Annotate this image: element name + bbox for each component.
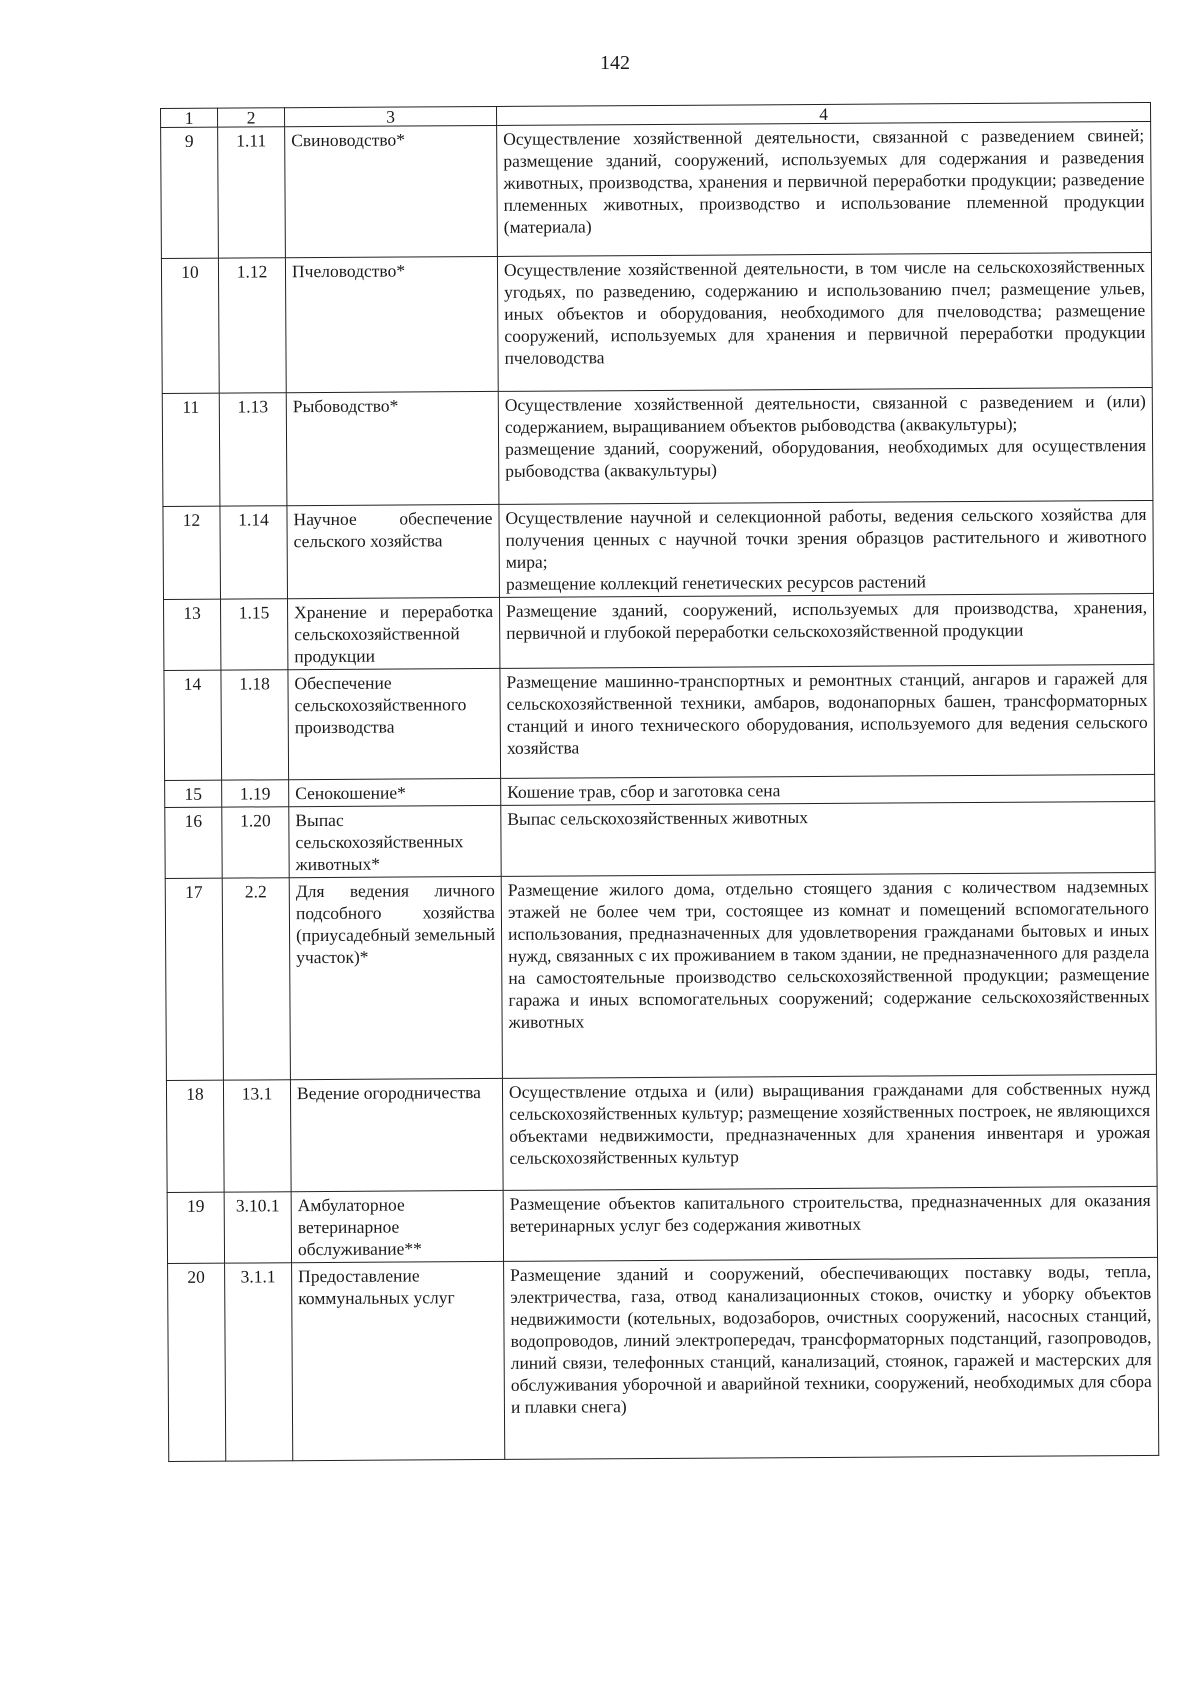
table-row [165, 801, 1155, 878]
use-description: Выпас сельскохозяйственных животных [501, 801, 1155, 876]
use-name: Рыбоводство* [286, 391, 499, 505]
use-description: Кошение трав, сбор и заготовка сена [501, 774, 1155, 805]
use-description: Размещение объектов капитального строительства, предназначенных для оказания ветеринарных услуг без содержания животных [503, 1186, 1157, 1261]
table-row [164, 664, 1155, 780]
use-name: Сенокошение* [289, 778, 501, 806]
row-number: 17 [165, 878, 223, 1080]
use-code: 1.13 [219, 393, 287, 506]
row-number: 19 [167, 1192, 224, 1263]
use-code: 1.18 [221, 670, 289, 780]
use-name: Амбулаторное ветеринарное обслуживание** [291, 1190, 503, 1262]
use-name: Предоставление коммунальных услуг [292, 1261, 505, 1460]
column-header: 1 [161, 108, 218, 127]
use-code: 1.11 [218, 127, 286, 258]
use-code: 13.1 [223, 1080, 291, 1192]
table-row [167, 1186, 1157, 1263]
use-name: Свиноводство* [285, 125, 498, 257]
use-code: 1.12 [218, 258, 286, 393]
use-name: Научное обеспечение сельского хозяйства [287, 504, 500, 598]
table-row [161, 252, 1152, 393]
use-code: 1.20 [222, 807, 289, 878]
use-name: Выпас сельскохозяйственных животных* [289, 805, 501, 877]
column-header: 3 [285, 106, 497, 126]
row-number: 20 [168, 1263, 226, 1461]
table-row [162, 387, 1153, 506]
use-description: Размещение зданий, сооружений, используемых для производства, хранения, первичной и глубокой переработки сельскохозяйственной продукции [499, 593, 1153, 668]
use-code: 1.14 [220, 506, 288, 599]
row-number: 11 [162, 393, 220, 506]
table-body [161, 121, 1159, 1461]
use-code: 1.19 [222, 780, 289, 807]
use-code: 1.15 [221, 599, 288, 670]
use-name: Пчеловодство* [285, 256, 498, 392]
table-row [168, 1257, 1159, 1461]
use-name: Хранение и переработка сельскохозяйственной продукции [288, 597, 500, 669]
use-name: Для ведения личного подсобного хозяйства (приусадебный земельный участок)* [289, 876, 502, 1079]
use-name: Обеспечение сельскохозяйственного производства [288, 668, 501, 779]
row-number: 15 [165, 780, 222, 807]
table-row [164, 593, 1154, 670]
row-number: 16 [165, 807, 222, 878]
use-code: 3.1.1 [225, 1263, 293, 1461]
row-number: 18 [166, 1080, 224, 1192]
row-number: 14 [164, 670, 222, 780]
use-description: Размещение зданий и сооружений, обеспечивающих поставку воды, тепла, электричества, газа, отвод канализационных стоков, очистку и уборку объектов недвижимости (котельных, водозаборов, очистных сооружений, насосных станций, водопроводов, линий электропередач, трансформаторных подстанций, газопроводов, линий связи, телефонных станций, канализаций, стоянок, гаражей и мастерских для обслуживания уборочной и аварийной техники, сооружений, необходимых для сбора и плавки снега) [504, 1257, 1159, 1459]
use-description: Осуществление научной и селекционной работы, ведения сельского хозяйства для получения ценных с научной точки зрения образцов растительного и животного мира; размещение коллекций генетических ресурсов растений [499, 500, 1154, 597]
use-description: Осуществление хозяйственной деятельности, связанной с разведением и (или) содержанием, выращиванием объектов рыбоводства (аквакультуры); размещение зданий, сооружений, оборудования, необходимых для осуществления рыбоводства (аквакультуры) [498, 387, 1153, 504]
use-description: Размещение машинно-транспортных и ремонтных станций, ангаров и гаражей для сельскохозяйственной техники, амбаров, водонапорных башен, трансформаторных станций и иного технического оборудования, используемого для ведения сельского хозяйства [500, 664, 1155, 778]
row-number: 9 [161, 127, 219, 258]
table-row [163, 500, 1154, 599]
use-code: 2.2 [222, 878, 290, 1080]
land-use-table [160, 102, 1159, 1462]
column-header: 4 [496, 102, 1150, 125]
page-number: 142 [600, 52, 630, 74]
row-number: 13 [164, 599, 221, 670]
table-row [166, 1074, 1157, 1192]
table-row [161, 121, 1152, 258]
table-row [165, 872, 1156, 1080]
row-number: 10 [161, 258, 219, 393]
use-description: Осуществление хозяйственной деятельности, в том числе на сельскохозяйственных угодьях, по разведению, содержанию и использованию пчел; размещение ульев, иных объектов и оборудования, необходимого для пчеловодства; размещение сооружений, используемых для хранения и первичной переработки продукции пчеловодства [497, 252, 1152, 391]
row-number: 12 [163, 506, 221, 599]
use-description: Осуществление хозяйственной деятельности, связанной с разведением свиней; размещение зданий, сооружений, используемых для содержания и разведения животных, производства, хранения и первичной переработки продукции; разведение племенных животных, производство и использование племенной продукции (материала) [497, 121, 1152, 256]
use-description: Размещение жилого дома, отдельно стоящего здания с количеством надземных этажей не более чем три, состоящее из комнат и помещений вспомогательного использования, предназначенных для удовлетворения гражданами бытовых и иных нужд, связанных с их проживанием в таком здании, не предназначенного для раздела на самостоятельные производство сельскохозяйственной продукции; размещение гаража и иных вспомогательных сооружений; содержание сельскохозяйственных животных [501, 872, 1156, 1078]
use-code: 3.10.1 [224, 1192, 291, 1263]
column-header: 2 [218, 108, 285, 127]
use-name: Ведение огородничества [290, 1078, 503, 1191]
use-description: Осуществление отдыха и (или) выращивания гражданами для собственных нужд сельскохозяйственных культур; размещение хозяйственных построек, не являющихся объектами недвижимости, предназначенных для хранения инвентаря и урожая сельскохозяйственных культур [502, 1074, 1157, 1190]
